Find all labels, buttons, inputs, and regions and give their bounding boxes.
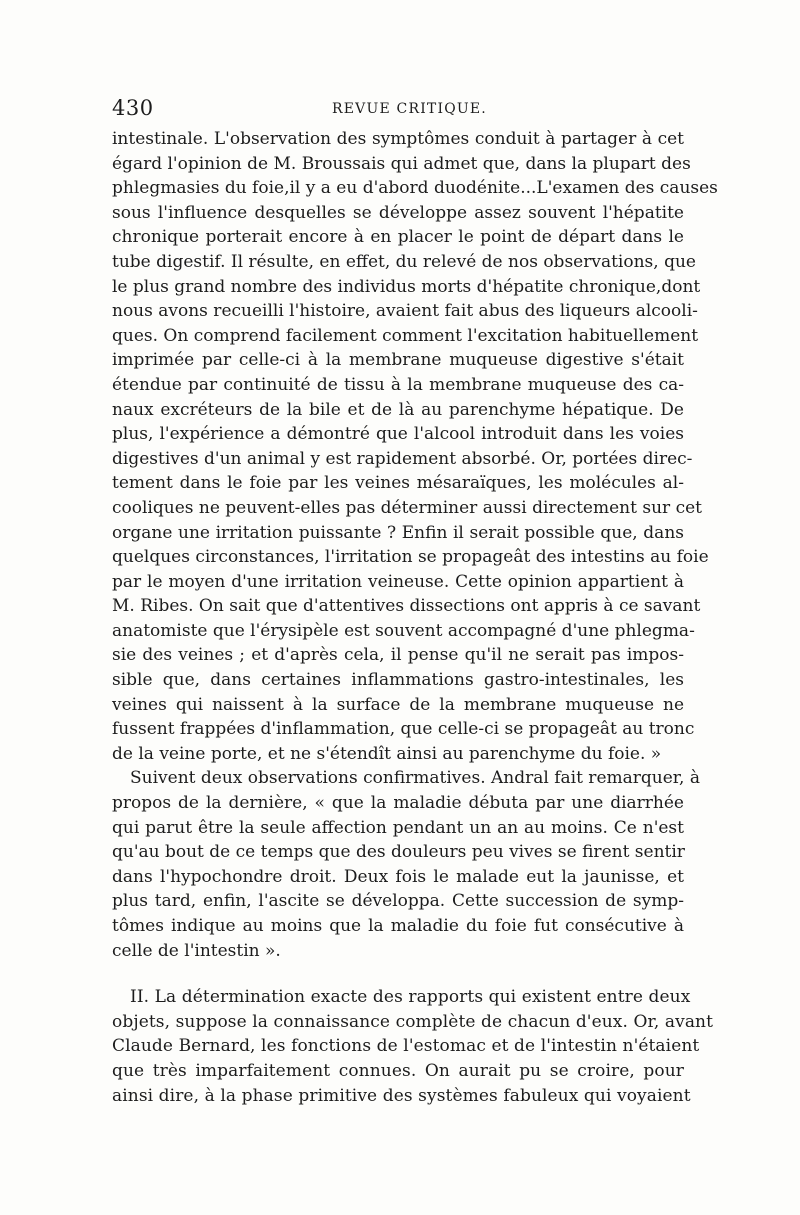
text-line: dans l'hypochondre droit. Deux fois le malade eut la jaunisse, et xyxy=(112,866,684,887)
text-line: objets, suppose la connaissance complète de chacun d'eux. Or, avant xyxy=(112,1011,714,1032)
text-line: organe une irritation puissante ? Enfin il serait possible que, dans xyxy=(112,522,684,543)
text-line: sible que, dans certaines inflammations gastro-intestinales, les xyxy=(112,670,684,691)
text-line: veines qui naissent à la surface de la membrane muqueuse ne xyxy=(112,694,684,715)
text-line: sous l'influence desquelles se développe assez souvent l'hépatite xyxy=(112,202,684,223)
text-line: Claude Bernard, les fonctions de l'estomac et de l'intestin n'étaient xyxy=(112,1036,700,1057)
text-line: phlegmasies du foie,il y a eu d'abord duodénite...L'examen des causes xyxy=(112,178,718,199)
text-line: qui parut être la seule affection pendant un an au moins. Ce n'est xyxy=(112,817,684,838)
text-line: propos de la dernière, « que la maladie débuta par une diarrhée xyxy=(112,793,684,814)
text-line: chronique porterait encore à en placer le point de départ dans le xyxy=(112,227,684,248)
text-line: II. La détermination exacte des rapports qui existent entre deux xyxy=(130,987,691,1008)
text-line: plus tard, enfin, l'ascite se développa. Cette succession de symp- xyxy=(112,891,684,912)
body-text xyxy=(112,127,718,1108)
text-line: ques. On comprend facilement comment l'excitation habituellement xyxy=(112,325,699,346)
text-line: M. Ribes. On sait que d'attentives dissections ont appris à ce savant xyxy=(112,596,701,617)
text-line: tômes indique au moins que la maladie du foie fut consécutive à xyxy=(112,916,684,936)
text-line: par le moyen d'une irritation veineuse. Cette opinion appartient à xyxy=(112,571,684,592)
text-line: cooliques ne peuvent-elles pas déterminer aussi directement sur cet xyxy=(112,497,702,518)
paragraph-one xyxy=(112,127,718,766)
text-line: ainsi dire, à la phase primitive des systèmes fabuleux qui voyaient xyxy=(112,1085,691,1106)
section-two-paragraph xyxy=(112,985,714,1108)
text-line: tement dans le foie par les veines mésaraïques, les molécules al- xyxy=(112,473,684,494)
page-header xyxy=(112,96,684,126)
text-line: que très imparfaitement connues. On aurait pu se croire, pour xyxy=(112,1060,684,1081)
text-line: quelques circonstances, l'irritation se propageât des intestins au foie xyxy=(112,547,709,568)
text-line: fussent frappées d'inflammation, que celle-ci se propageât au tronc xyxy=(112,719,695,740)
text-line: égard l'opinion de M. Broussais qui admet que, dans la plupart des xyxy=(112,153,691,174)
text-line: de la veine porte, et ne s'étendît ainsi au parenchyme du foie. » xyxy=(112,743,662,764)
text-line: tube digestif. Il résulte, en effet, du relevé de nos observations, que xyxy=(112,251,696,272)
text-line: celle de l'intestin ». xyxy=(112,940,281,961)
text-line: le plus grand nombre des individus morts d'hépatite chronique,dont xyxy=(112,276,701,297)
text-line: intestinale. L'observation des symptômes conduit à partager à cet xyxy=(112,129,684,149)
paragraph-two xyxy=(112,766,700,963)
running-head: REVUE CRITIQUE. xyxy=(332,101,487,117)
text-line: naux excréteurs de la bile et de là au parenchyme hépatique. De xyxy=(112,399,684,420)
text-line: qu'au bout de ce temps que des douleurs peu vives se firent sentir xyxy=(112,842,685,863)
text-line: nous avons recueilli l'histoire, avaient fait abus des liqueurs alcooli- xyxy=(112,301,698,322)
text-line: digestives d'un animal y est rapidement absorbé. Or, portées direc- xyxy=(112,448,693,469)
section-separator xyxy=(112,963,684,985)
text-line: anatomiste que l'érysipèle est souvent accompagné d'une phlegma- xyxy=(112,620,695,641)
text-line: Suivent deux observations confirmatives. Andral fait remarquer, à xyxy=(130,768,700,789)
text-line: étendue par continuité de tissu à la membrane muqueuse des ca- xyxy=(112,374,684,395)
text-line: plus, l'expérience a démontré que l'alcool introduit dans les voies xyxy=(112,424,684,445)
text-line: imprimée par celle-ci à la membrane muqueuse digestive s'était xyxy=(112,350,684,371)
page-number: 430 xyxy=(112,96,154,120)
text-line: sie des veines ; et d'après cela, il pense qu'il ne serait pas impos- xyxy=(112,645,684,666)
